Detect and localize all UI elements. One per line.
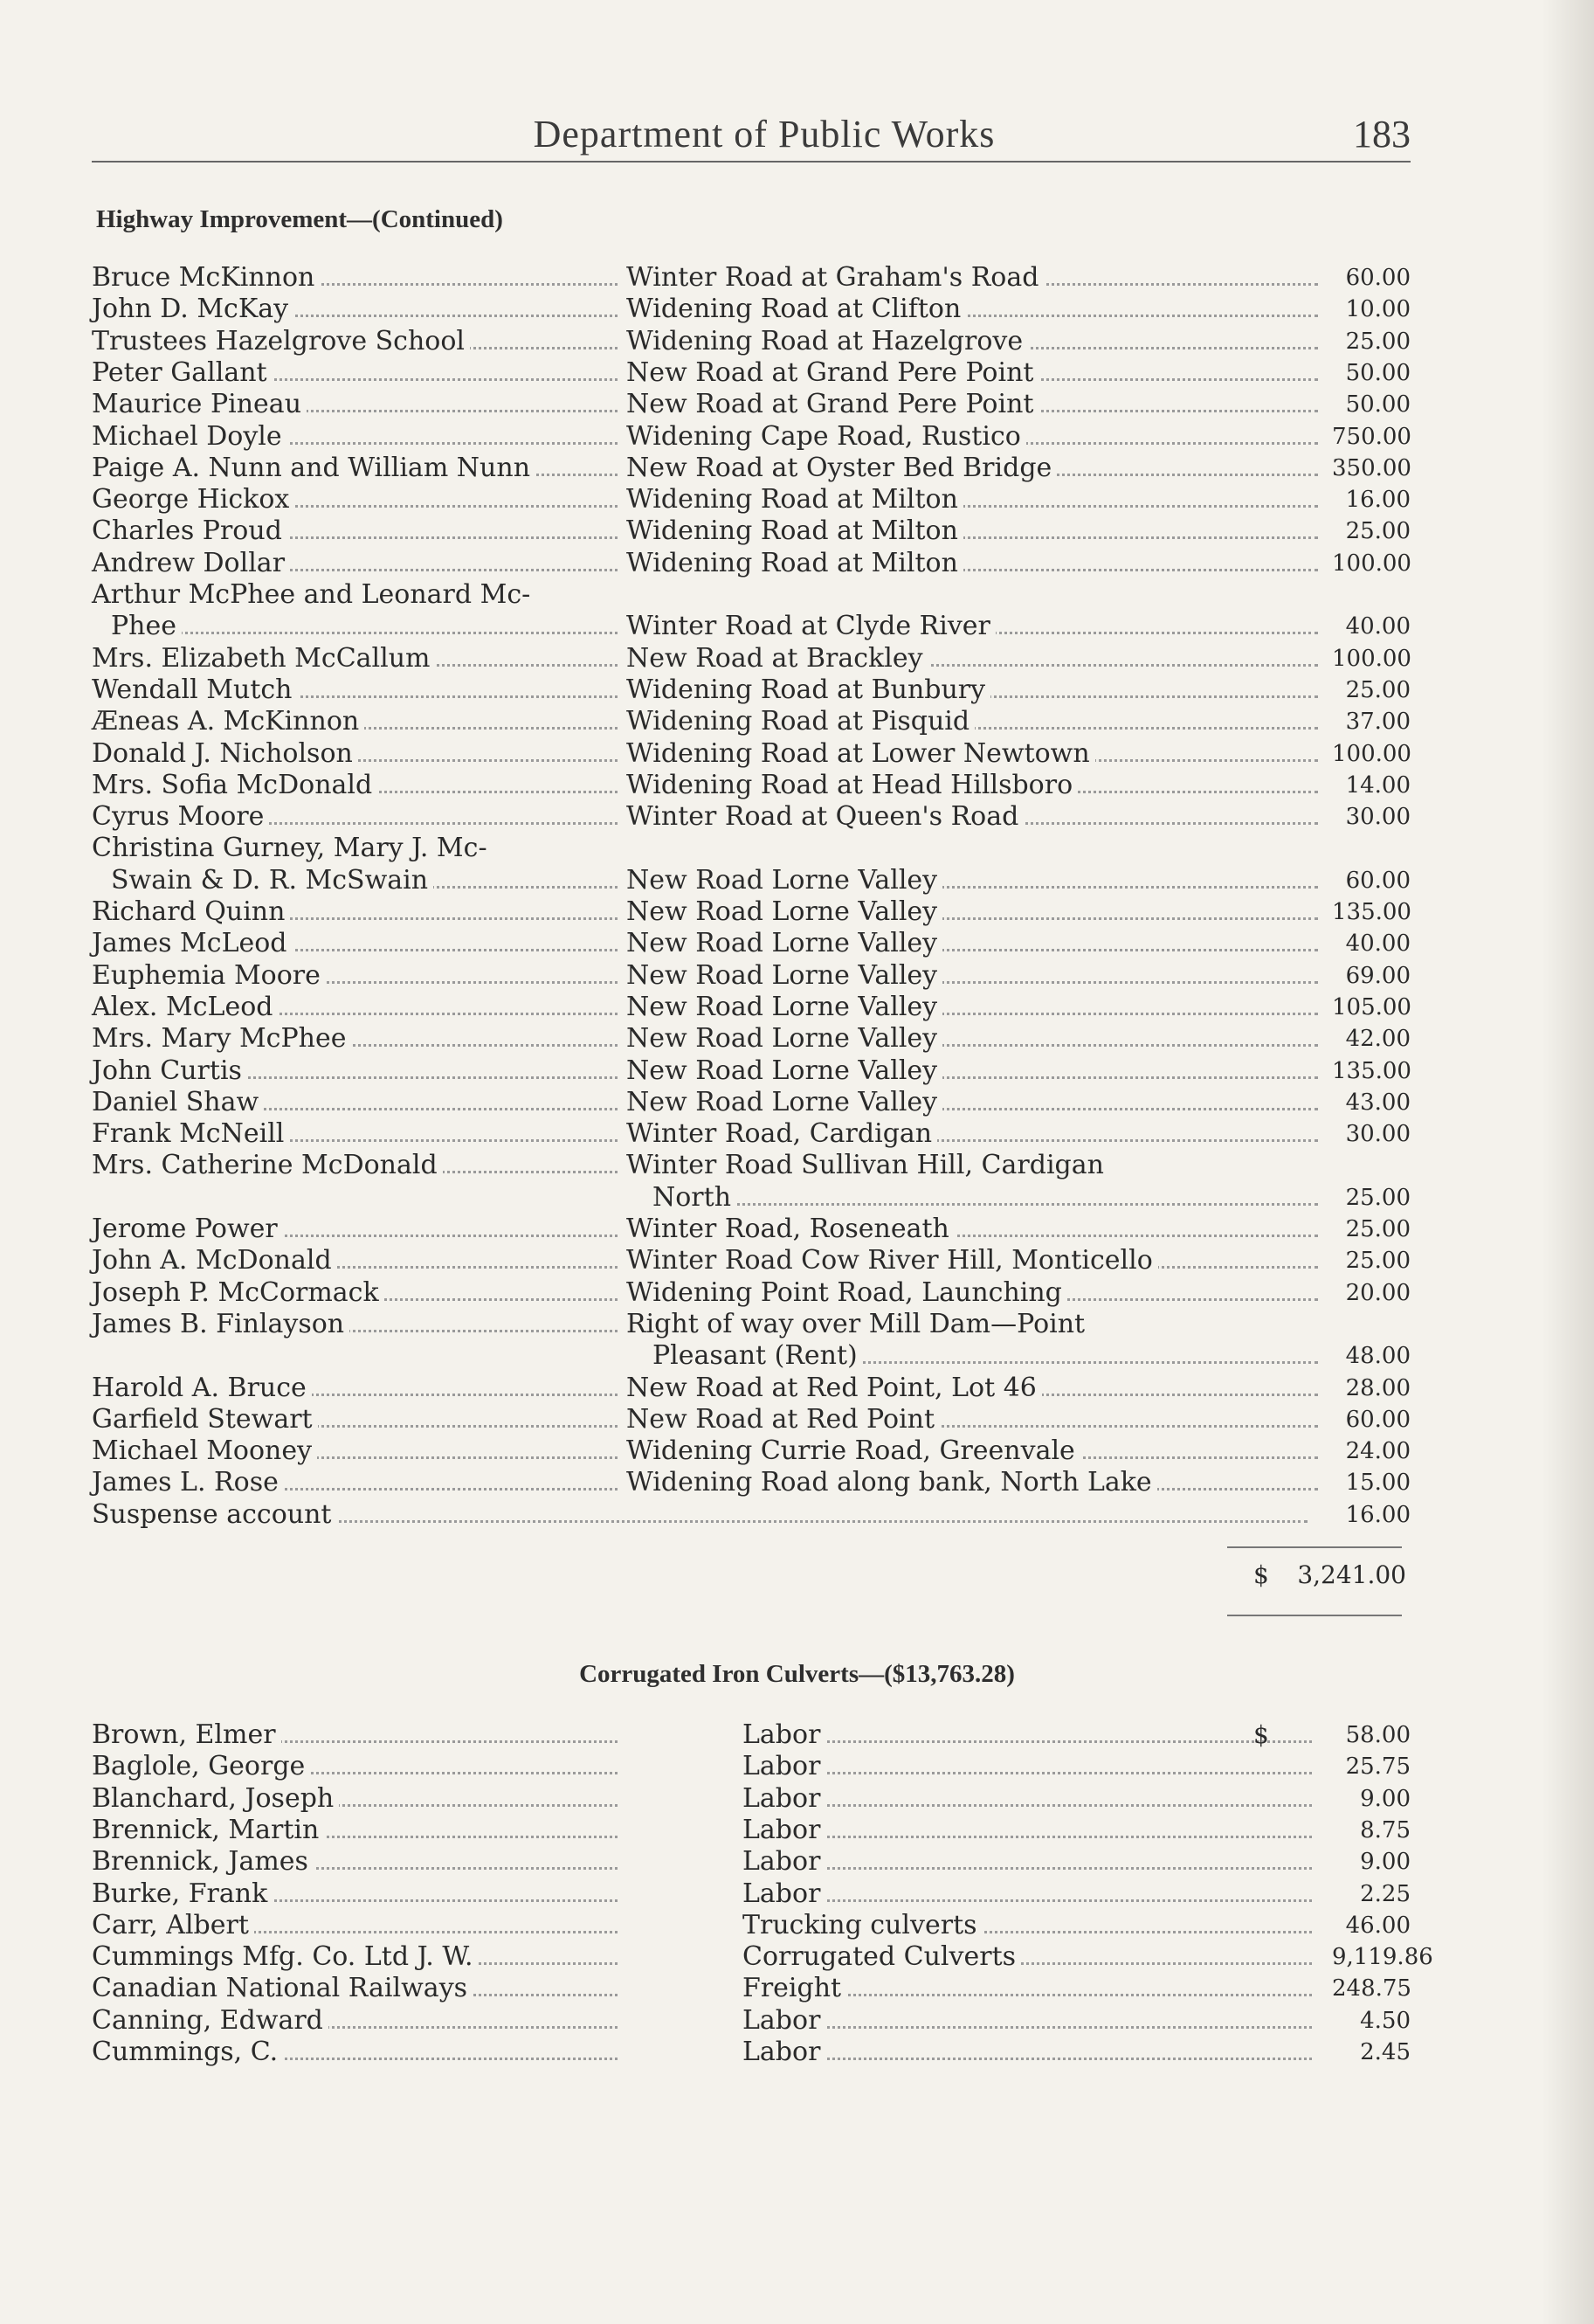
header-rule xyxy=(92,161,1411,163)
highway-row xyxy=(92,865,1411,896)
culvert-row xyxy=(92,1815,1411,1846)
highway-row xyxy=(92,1118,1411,1150)
work-description: New Road at Brackley xyxy=(626,643,1325,674)
highway-row xyxy=(92,1150,1411,1181)
amount: 105.00 xyxy=(1332,993,1411,1020)
amount: 4.50 xyxy=(1360,2007,1411,2034)
work-description: Winter Road Sullivan Hill, Cardigan xyxy=(626,1150,1325,1181)
payee-name: Blanchard, Joseph xyxy=(92,1783,624,1815)
highway-row xyxy=(92,706,1411,737)
amount: 135.00 xyxy=(1332,1057,1411,1084)
amount: 2.25 xyxy=(1360,1880,1411,1907)
payee-name: Daniel Shaw xyxy=(92,1087,624,1118)
amount: 25.00 xyxy=(1345,1184,1411,1211)
payee-name: James L. Rose xyxy=(92,1467,624,1498)
amount: 46.00 xyxy=(1345,1912,1411,1939)
work-description: New Road Lorne Valley xyxy=(626,1087,1325,1118)
amount: 60.00 xyxy=(1345,867,1411,894)
highway-row xyxy=(92,1182,1411,1214)
highway-row xyxy=(92,421,1411,453)
amount: 8.75 xyxy=(1360,1816,1411,1843)
highway-total-underline xyxy=(1227,1615,1402,1616)
highway-total-rule xyxy=(1227,1546,1402,1548)
highway-row xyxy=(92,389,1411,420)
amount: 42.00 xyxy=(1345,1026,1411,1053)
payee-name: Paige A. Nunn and William Nunn xyxy=(92,453,624,484)
amount: 9.00 xyxy=(1360,1849,1411,1876)
amount: 10.00 xyxy=(1345,296,1411,323)
amount: 16.00 xyxy=(1345,487,1411,514)
highway-row xyxy=(92,1340,1411,1372)
work-description: Labor xyxy=(742,1719,1319,1751)
payee-name: Æneas A. McKinnon xyxy=(92,706,624,737)
payee-name: Trustees Hazelgrove School xyxy=(92,326,624,357)
amount: 30.00 xyxy=(1345,1121,1411,1148)
highway-row xyxy=(92,1435,1411,1467)
culvert-row xyxy=(92,1878,1411,1910)
work-description: Widening Cape Road, Rustico xyxy=(626,421,1325,453)
highway-row xyxy=(92,484,1411,515)
work-description: Labor xyxy=(742,1783,1319,1815)
highway-total-value: 3,241.00 xyxy=(1297,1560,1406,1589)
payee-name: Christina Gurney, Mary J. Mc- xyxy=(92,833,738,864)
highway-row xyxy=(92,1087,1411,1118)
payee-name: Garfield Stewart xyxy=(92,1404,624,1435)
culvert-row xyxy=(92,2005,1411,2037)
work-description: Corrugated Culverts xyxy=(742,1941,1319,1973)
work-description: Widening Road at Milton xyxy=(626,484,1325,515)
work-description: Widening Road at Milton xyxy=(626,548,1325,579)
amount: 14.00 xyxy=(1345,771,1411,799)
amount: 50.00 xyxy=(1345,391,1411,418)
amount: 9,119.86 xyxy=(1332,1944,1433,1971)
highway-row xyxy=(92,674,1411,706)
work-description: Freight xyxy=(742,1973,1319,2004)
work-description: Labor xyxy=(742,1878,1319,1910)
amount: 100.00 xyxy=(1332,740,1411,767)
work-description: North xyxy=(626,1182,1325,1214)
running-header xyxy=(92,112,1411,164)
highway-row xyxy=(92,1309,1411,1340)
work-description: Winter Road, Cardigan xyxy=(626,1118,1325,1150)
amount: 100.00 xyxy=(1332,645,1411,672)
highway-row xyxy=(92,928,1411,959)
highway-total xyxy=(1227,1560,1406,1591)
payee-name: Peter Gallant xyxy=(92,357,624,389)
payee-name: George Hickox xyxy=(92,484,624,515)
payee-name: Cummings Mfg. Co. Ltd J. W. xyxy=(92,1941,624,1973)
payee-name: Carr, Albert xyxy=(92,1910,624,1941)
amount: 100.00 xyxy=(1332,550,1411,577)
payee-name: Donald J. Nicholson xyxy=(92,738,624,770)
payee-name: Frank McNeill xyxy=(92,1118,624,1150)
work-description: Labor xyxy=(742,2037,1319,2068)
payee-name: Brown, Elmer xyxy=(92,1719,624,1751)
culvert-row xyxy=(92,1751,1411,1782)
amount: 50.00 xyxy=(1345,359,1411,386)
payee-name: Michael Mooney xyxy=(92,1435,624,1467)
work-description: New Road Lorne Valley xyxy=(626,896,1325,928)
work-description: Widening Road at Pisquid xyxy=(626,706,1325,737)
highway-row xyxy=(92,992,1411,1023)
work-description: Widening Currie Road, Greenvale xyxy=(626,1435,1325,1467)
highway-row xyxy=(92,1055,1411,1087)
highway-row xyxy=(92,1214,1411,1245)
payee-name: Canadian National Railways xyxy=(92,1973,624,2004)
dot-leader xyxy=(742,1899,1312,1902)
dot-leader xyxy=(742,2058,1312,2060)
payee-name: John Curtis xyxy=(92,1055,624,1087)
highway-section-title: Highway Improvement—(Continued) xyxy=(96,205,503,233)
amount: 28.00 xyxy=(1345,1374,1411,1401)
dot-leader xyxy=(742,1836,1312,1838)
highway-row xyxy=(92,1023,1411,1055)
highway-row xyxy=(92,1277,1411,1309)
highway-row xyxy=(92,611,1411,642)
amount: 43.00 xyxy=(1345,1089,1411,1116)
currency-sign: $ xyxy=(1253,1720,1269,1749)
amount: 15.00 xyxy=(1345,1470,1411,1497)
payee-name: Harold A. Bruce xyxy=(92,1373,624,1404)
amount: 30.00 xyxy=(1345,804,1411,831)
culvert-row xyxy=(92,1910,1411,1941)
payee-name: Suspense account xyxy=(92,1499,1315,1531)
payee-name: Cummings, C. xyxy=(92,2037,624,2068)
amount: 25.00 xyxy=(1345,328,1411,355)
amount: 69.00 xyxy=(1345,962,1411,989)
work-description: New Road at Red Point, Lot 46 xyxy=(626,1373,1325,1404)
work-description: Winter Road Cow River Hill, Monticello xyxy=(626,1245,1325,1276)
payee-name: Richard Quinn xyxy=(92,896,624,928)
payee-name: Charles Proud xyxy=(92,515,624,547)
highway-row xyxy=(92,294,1411,325)
culvert-row xyxy=(92,1719,1411,1751)
highway-row xyxy=(92,515,1411,547)
amount: 25.00 xyxy=(1345,1248,1411,1275)
payee-name: Brennick, James xyxy=(92,1846,624,1878)
amount: 20.00 xyxy=(1345,1279,1411,1306)
work-description: New Road at Grand Pere Point xyxy=(626,389,1325,420)
work-description: Winter Road at Queen's Road xyxy=(626,801,1325,833)
highway-row xyxy=(92,960,1411,992)
payee-name: Jerome Power xyxy=(92,1214,624,1245)
amount: 25.00 xyxy=(1345,518,1411,545)
amount: 48.00 xyxy=(1345,1343,1411,1370)
work-description: Winter Road, Roseneath xyxy=(626,1214,1325,1245)
amount: 9.00 xyxy=(1360,1785,1411,1812)
work-description: Widening Road at Bunbury xyxy=(626,674,1325,706)
highway-row xyxy=(92,453,1411,484)
culvert-row xyxy=(92,1846,1411,1878)
culvert-row xyxy=(92,1941,1433,1973)
amount: 40.00 xyxy=(1345,930,1411,958)
payee-name: Wendall Mutch xyxy=(92,674,624,706)
highway-row xyxy=(92,1467,1411,1498)
highway-row xyxy=(92,896,1411,928)
work-description: New Road Lorne Valley xyxy=(626,865,1325,896)
work-description: New Road at Oyster Bed Bridge xyxy=(626,453,1325,484)
payee-name: Arthur McPhee and Leonard Mc- xyxy=(92,579,738,611)
payee-name: James McLeod xyxy=(92,928,624,959)
work-description: Winter Road at Graham's Road xyxy=(626,262,1325,294)
amount: 24.00 xyxy=(1345,1438,1411,1465)
highway-row xyxy=(92,770,1411,801)
payee-name: Phee xyxy=(92,611,624,642)
work-description: Winter Road at Clyde River xyxy=(626,611,1325,642)
highway-row xyxy=(92,579,1411,611)
amount: 40.00 xyxy=(1345,613,1411,640)
work-description: New Road Lorne Valley xyxy=(626,960,1325,992)
amount: 25.00 xyxy=(1345,676,1411,703)
highway-row xyxy=(92,738,1411,770)
work-description: Labor xyxy=(742,1815,1319,1846)
amount: 37.00 xyxy=(1345,709,1411,736)
highway-row xyxy=(92,1373,1411,1404)
payee-name: Euphemia Moore xyxy=(92,960,624,992)
amount: 248.75 xyxy=(1332,1975,1411,2002)
payee-name: Michael Doyle xyxy=(92,421,624,453)
work-description: Widening Point Road, Launching xyxy=(626,1277,1325,1309)
amount: 60.00 xyxy=(1345,265,1411,291)
amount: 16.00 xyxy=(1345,1501,1411,1528)
payee-name: Mrs. Catherine McDonald xyxy=(92,1150,624,1181)
work-description: New Road Lorne Valley xyxy=(626,1055,1325,1087)
payee-name: Canning, Edward xyxy=(92,2005,624,2037)
payee-name: Maurice Pineau xyxy=(92,389,624,420)
work-description: Labor xyxy=(742,1846,1319,1878)
culvert-row xyxy=(92,1783,1411,1815)
dot-leader xyxy=(742,1804,1312,1807)
amount: 60.00 xyxy=(1345,1406,1411,1433)
payee-name: Joseph P. McCormack xyxy=(92,1277,624,1309)
work-description: New Road Lorne Valley xyxy=(626,1023,1325,1055)
payee-name: James B. Finlayson xyxy=(92,1309,624,1340)
page-number: 183 xyxy=(1353,113,1411,156)
payee-name: John D. McKay xyxy=(92,294,624,325)
highway-row xyxy=(92,548,1411,579)
culvert-row xyxy=(92,1973,1411,2004)
culverts-section-title: Corrugated Iron Culverts—($13,763.28) xyxy=(579,1660,1015,1688)
amount: 750.00 xyxy=(1332,423,1411,450)
payee-name: Swain & D. R. McSwain xyxy=(92,865,624,896)
highway-row xyxy=(92,1245,1411,1276)
payee-name: Burke, Frank xyxy=(92,1878,624,1910)
work-description: Labor xyxy=(742,2005,1319,2037)
work-description: Widening Road at Milton xyxy=(626,515,1325,547)
payee-name: Bruce McKinnon xyxy=(92,262,624,294)
work-description: Labor xyxy=(742,1751,1319,1782)
payee-name: Alex. McLeod xyxy=(92,992,624,1023)
work-description: New Road at Red Point xyxy=(626,1404,1325,1435)
work-description: New Road Lorne Valley xyxy=(626,928,1325,959)
header-title: Department of Public Works xyxy=(533,113,996,156)
payee-name: Mrs. Sofia McDonald xyxy=(92,770,624,801)
work-description: Right of way over Mill Dam—Point xyxy=(626,1309,1325,1340)
work-description: Trucking culverts xyxy=(742,1910,1319,1941)
amount: 25.75 xyxy=(1345,1753,1411,1781)
work-description: Widening Road along bank, North Lake xyxy=(626,1467,1325,1498)
highway-row xyxy=(92,643,1411,674)
amount: 25.00 xyxy=(1345,1216,1411,1242)
amount: 2.45 xyxy=(1360,2039,1411,2065)
highway-row xyxy=(92,801,1411,833)
work-description: Widening Road at Head Hillsboro xyxy=(626,770,1325,801)
dot-leader xyxy=(742,2026,1312,2029)
payee-name: Brennick, Martin xyxy=(92,1815,624,1846)
payee-name: Cyrus Moore xyxy=(92,801,624,833)
highway-row xyxy=(92,326,1411,357)
dot-leader xyxy=(742,1772,1312,1774)
work-description: Widening Road at Clifton xyxy=(626,294,1325,325)
dot-leader xyxy=(742,1867,1312,1870)
payee-name: Andrew Dollar xyxy=(92,548,624,579)
payee-name: John A. McDonald xyxy=(92,1245,624,1276)
work-description: New Road Lorne Valley xyxy=(626,992,1325,1023)
page-edge xyxy=(1542,0,1594,2324)
culvert-row xyxy=(92,2037,1411,2068)
highway-row xyxy=(92,357,1411,389)
work-description: New Road at Grand Pere Point xyxy=(626,357,1325,389)
payee-name: Mrs. Mary McPhee xyxy=(92,1023,624,1055)
amount: 350.00 xyxy=(1332,454,1411,481)
highway-row xyxy=(92,1404,1411,1435)
highway-row xyxy=(92,833,1411,864)
amount: 58.00 xyxy=(1345,1722,1411,1748)
dot-leader xyxy=(742,1740,1312,1743)
amount: 135.00 xyxy=(1332,899,1411,925)
payee-name: Mrs. Elizabeth McCallum xyxy=(92,643,624,674)
payee-name: Baglole, George xyxy=(92,1751,624,1782)
highway-row xyxy=(92,1499,1411,1531)
work-description: Pleasant (Rent) xyxy=(626,1340,1325,1372)
work-description: Widening Road at Hazelgrove xyxy=(626,326,1325,357)
highway-total-currency: $ xyxy=(1253,1560,1269,1589)
work-description: Widening Road at Lower Newtown xyxy=(626,738,1325,770)
highway-row xyxy=(92,262,1411,294)
